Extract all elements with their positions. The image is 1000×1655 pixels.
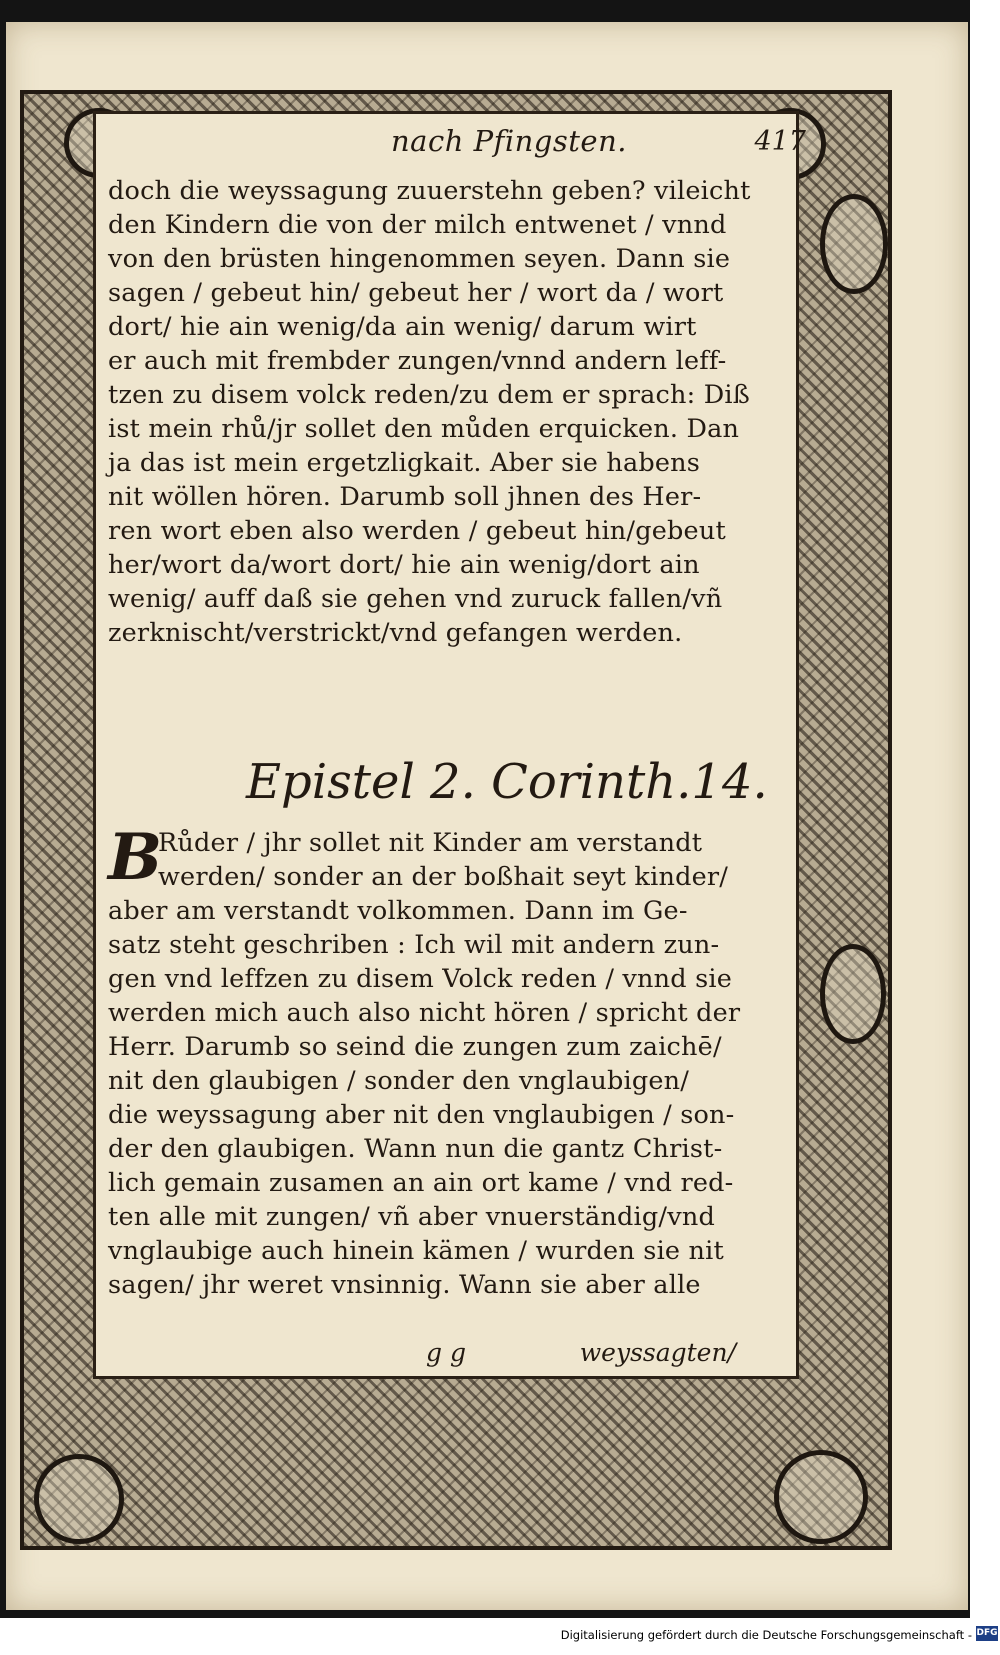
text-line: ren wort eben also werden / gebeut hin/gebeut <box>108 516 726 546</box>
folio-number: 417 <box>754 126 806 157</box>
text-line: er auch mit frembder zungen/vnnd andern leff- <box>108 346 727 376</box>
text-line: sagen / gebeut hin/ gebeut her / wort da / wort <box>108 278 724 308</box>
funding-credit: Digitalisierung gefördert durch die Deutsche Forschungsgemeinschaft - <box>560 1628 972 1642</box>
text-line: zerknischt/verstrickt/vnd gefangen werden. <box>108 618 683 648</box>
text-line: satz steht geschriben : Ich wil mit andern zun- <box>108 930 720 960</box>
text-line: ja das ist mein ergetzligkait. Aber sie habens <box>108 448 701 478</box>
text-line: werden/ sonder an der boßhait seyt kinder/ <box>158 862 729 892</box>
text-line: der den glaubigen. Wann nun die gantz Christ- <box>108 1134 723 1164</box>
text-line: ist mein rhů/jr sollet den můden erquicken. Dan <box>108 414 740 444</box>
text-line: her/wort da/wort dort/ hie ain wenig/dort ain <box>108 550 700 580</box>
text-line: Herr. Darumb so seind die zungen zum zaichē/ <box>108 1032 722 1062</box>
page-header <box>186 124 806 170</box>
border-ornament-bottom-right <box>774 1450 868 1544</box>
border-ornament-right-lute <box>820 944 886 1044</box>
text-line: ten alle mit zungen/ vñ aber vnuerständig/vnd <box>108 1202 715 1232</box>
running-head: nach Pfingsten. <box>391 124 627 158</box>
dfg-logo: DFG <box>976 1626 998 1641</box>
drop-cap: B <box>108 820 163 895</box>
text-line: von den brüsten hingenommen seyen. Dann sie <box>108 244 731 274</box>
catchword: weyssagten/ <box>579 1338 736 1367</box>
text-line: den Kindern die von der milch entwenet / vnnd <box>108 210 727 240</box>
text-line: wenig/ auff daß sie gehen vnd zuruck fallen/vñ <box>108 584 723 614</box>
text-line: doch die weyssagung zuuerstehn geben? vileicht <box>108 176 751 206</box>
text-block <box>96 114 806 1376</box>
border-ornament-right-drum <box>820 194 888 294</box>
text-line: werden mich auch also nicht hören / spricht der <box>108 998 741 1028</box>
book-page <box>6 22 968 1610</box>
text-line: die weyssagung aber nit den vnglaubigen / son- <box>108 1100 735 1130</box>
text-line: nit wöllen hören. Darumb soll jhnen des Her- <box>108 482 702 512</box>
text-line: lich gemain zusamen an ain ort kame / vnd red- <box>108 1168 734 1198</box>
text-line: sagen/ jhr weret vnsinnig. Wann sie aber alle <box>108 1270 701 1300</box>
text-line: Růder / jhr sollet nit Kinder am verstandt <box>158 828 703 858</box>
text-line: dort/ hie ain wenig/da ain wenig/ darum wirt <box>108 312 697 342</box>
page-foot <box>108 1338 736 1372</box>
text-line: aber am verstandt volkommen. Dann im Ge- <box>108 896 688 926</box>
text-line: gen vnd leffzen zu disem Volck reden / vnnd sie <box>108 964 733 994</box>
text-line: tzen zu disem volck reden/zu dem er sprach: Diß <box>108 380 750 410</box>
digitization-footer <box>0 1618 1000 1655</box>
text-line: vnglaubige auch hinein kämen / wurden sie nit <box>108 1236 724 1266</box>
signature-mark: g g <box>426 1338 466 1367</box>
text-line: nit den glaubigen / sonder den vnglaubigen/ <box>108 1066 690 1096</box>
border-ornament-bottom-left <box>34 1454 124 1544</box>
epistle-heading: Epistel 2. Corinth.14. <box>246 754 768 810</box>
